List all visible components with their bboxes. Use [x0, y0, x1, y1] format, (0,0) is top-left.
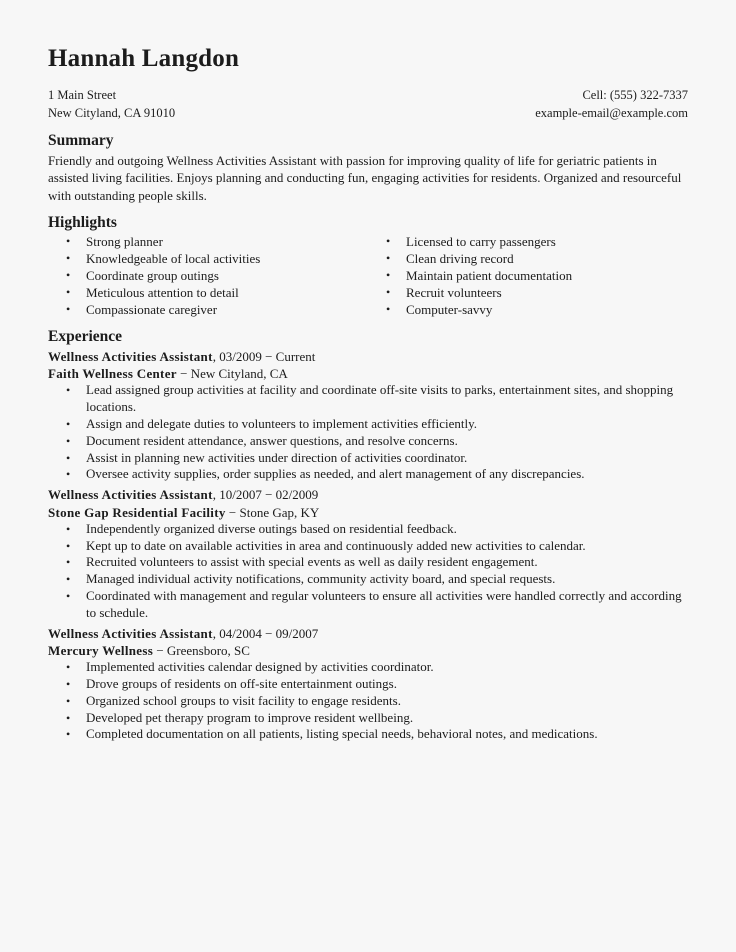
- list-item: • Developed pet therapy program to improve resident wellbeing.: [48, 710, 688, 727]
- job-title: Wellness Activities Assistant: [48, 625, 213, 641]
- list-item: • Kept up to date on available activities in area and continuously added new activities to calendar.: [48, 538, 688, 555]
- employer-location: − Greensboro, SC: [153, 642, 250, 658]
- list-item: • Clean driving record: [368, 250, 688, 267]
- list-item: • Implemented activities calendar designed by activities coordinator.: [48, 659, 688, 676]
- phone-number: Cell: (555) 322-7337: [582, 88, 688, 102]
- job-duties-list: [48, 382, 688, 483]
- list-item: • Lead assigned group activities at facility and coordinate off-site visits to parks, entertainment sites, and shopping locations.: [48, 382, 688, 416]
- highlights-list: [48, 233, 688, 318]
- address-block: [48, 86, 175, 122]
- list-item: • Completed documentation on all patients, listing special needs, behavioral notes, and medications.: [48, 726, 688, 743]
- list-item: • Organized school groups to visit facility to engage residents.: [48, 693, 688, 710]
- highlights-heading: Highlights: [48, 213, 117, 231]
- job-entry: [48, 348, 688, 483]
- summary-heading: Summary: [48, 132, 114, 149]
- list-item: • Coordinated with management and regular volunteers to ensure all activities were handled correctly and according to schedule.: [48, 588, 688, 622]
- employer-line: [48, 365, 688, 382]
- job-title-line: [48, 625, 688, 642]
- job-title-line: [48, 348, 688, 365]
- list-item: • Coordinate group outings: [48, 267, 368, 284]
- employer-name: Mercury Wellness: [48, 642, 154, 658]
- list-item: • Oversee activity supplies, order supplies as needed, and alert management of any discrepancies.: [48, 466, 688, 483]
- highlights-right-column: [368, 233, 688, 318]
- employer-name: Stone Gap Residential Facility: [48, 504, 226, 520]
- highlights-left-column: [48, 233, 368, 318]
- list-item: • Licensed to carry passengers: [368, 233, 688, 250]
- employer-line: [48, 504, 688, 521]
- candidate-name: Hannah Langdon: [48, 45, 240, 72]
- job-entry: [48, 486, 688, 621]
- phone-email-block: [535, 86, 688, 122]
- list-item: • Document resident attendance, answer questions, and resolve concerns.: [48, 433, 688, 450]
- list-item: • Knowledgeable of local activities: [48, 250, 368, 267]
- job-duties-list: [48, 659, 688, 743]
- summary-text: Friendly and outgoing Wellness Activities Assistant with passion for improving quality of life for geriatric patients in assisted living facilities. Enjoys planning and conducting fun, engaging activities for residents. Organized and resourceful with outstanding people skills.: [48, 153, 682, 203]
- experience-heading: Experience: [48, 327, 123, 345]
- address-line-1: 1 Main Street: [48, 88, 117, 102]
- list-item: • Drove groups of residents on off-site entertainment outings.: [48, 676, 688, 693]
- list-item: • Assist in planning new activities under direction of activities coordinator.: [48, 450, 688, 467]
- job-dates: , 03/2009 − Current: [212, 348, 316, 364]
- job-title-line: [48, 486, 688, 503]
- list-item: • Recruit volunteers: [368, 284, 688, 301]
- list-item: • Maintain patient documentation: [368, 267, 688, 284]
- address-line-2: New Cityland, CA 91010: [48, 106, 176, 120]
- list-item: • Managed individual activity notifications, community activity board, and special requests.: [48, 571, 688, 588]
- list-item: • Recruited volunteers to assist with special events as well as daily resident engagement.: [48, 554, 688, 571]
- employer-line: [48, 642, 688, 659]
- email-address: example-email@example.com: [535, 106, 688, 120]
- job-entry: [48, 625, 688, 744]
- employer-name: Faith Wellness Center: [48, 366, 177, 382]
- list-item: • Compassionate caregiver: [48, 301, 368, 318]
- list-item: • Independently organized diverse outings based on residential feedback.: [48, 521, 688, 538]
- job-dates: , 10/2007 − 02/2009: [212, 487, 319, 503]
- job-title: Wellness Activities Assistant: [48, 487, 213, 503]
- list-item: • Strong planner: [48, 233, 368, 250]
- employer-location: − Stone Gap, KY: [225, 504, 320, 520]
- contact-block: [48, 86, 688, 122]
- job-dates: , 04/2004 − 09/2007: [212, 625, 319, 641]
- job-duties-list: [48, 521, 688, 622]
- employer-location: − New Cityland, CA: [176, 366, 288, 382]
- list-item: • Meticulous attention to detail: [48, 284, 368, 301]
- list-item: • Assign and delegate duties to volunteers to implement activities efficiently.: [48, 416, 688, 433]
- job-title: Wellness Activities Assistant: [48, 348, 213, 364]
- list-item: • Computer-savvy: [368, 301, 688, 318]
